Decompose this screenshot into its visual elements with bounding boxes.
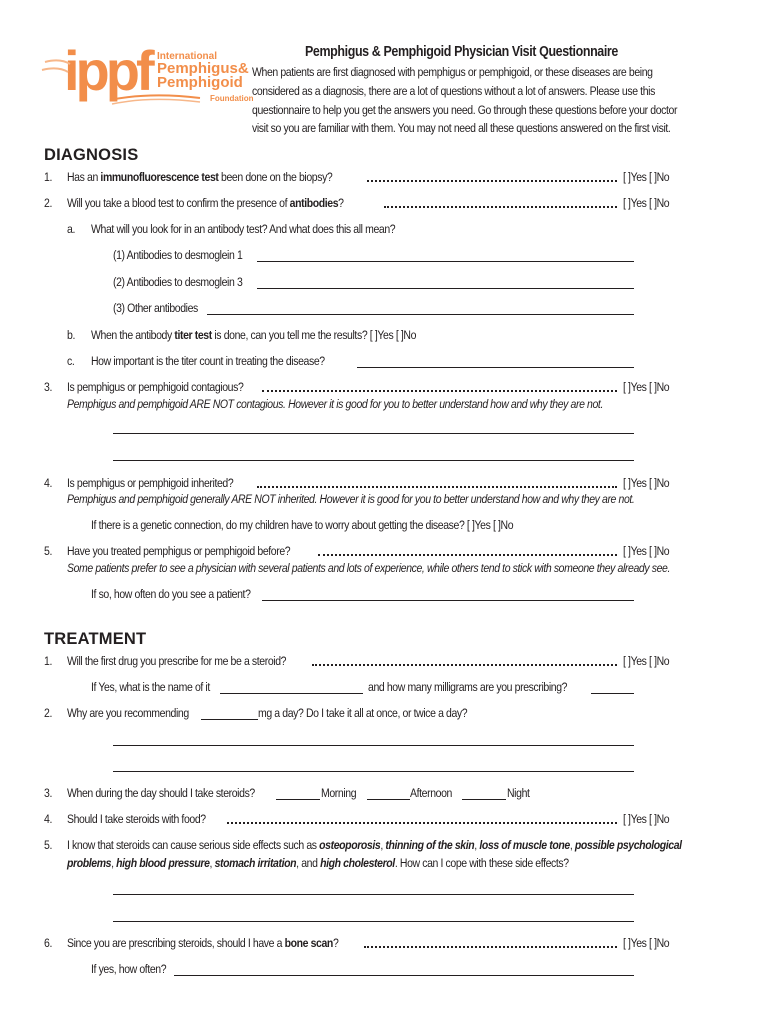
diag-q3: Is pemphigus or pemphigoid contagious? xyxy=(67,380,244,394)
treat-q3-night: Night xyxy=(507,786,530,800)
answer-line[interactable] xyxy=(201,719,258,720)
intro-line-3: questionnaire to help you get the answers you need. Go through these questions before your doctor xyxy=(252,103,678,117)
answer-line[interactable] xyxy=(113,745,634,746)
logo-pemphigus: Pemphigus& xyxy=(157,60,249,77)
answer-line[interactable] xyxy=(257,261,634,262)
treat-q3-morning: Morning xyxy=(321,786,357,800)
diag-q1: Has an immunofluorescence test been done on the biopsy? xyxy=(67,170,333,184)
intro-line-4: visit so you are familiar with them. You may not need all these questions answered on the first visit. xyxy=(252,121,671,135)
section-heading-diagnosis: DIAGNOSIS xyxy=(44,146,139,164)
logo-pemphigoid: Pemphigoid xyxy=(157,74,243,91)
diag-q2a-letter: a. xyxy=(67,222,75,236)
diag-q1-yesno[interactable]: [ ]Yes [ ]No xyxy=(623,170,670,184)
treat-q5-num: 5. xyxy=(44,838,52,852)
ippf-logo xyxy=(40,40,255,110)
treat-q1-yesno[interactable]: [ ]Yes [ ]No xyxy=(623,654,670,668)
diag-q5-num: 5. xyxy=(44,544,52,558)
treat-q1-follow-a: If Yes, what is the name of it xyxy=(91,680,210,694)
answer-line[interactable] xyxy=(462,799,506,800)
diag-q3-num: 3. xyxy=(44,380,52,394)
diag-q5-follow: If so, how often do you see a patient? xyxy=(91,587,251,601)
logo-mark: ippf xyxy=(64,40,151,102)
dot-leader xyxy=(367,180,617,182)
treat-q4: Should I take steroids with food? xyxy=(67,812,206,826)
treat-q6-yesno[interactable]: [ ]Yes [ ]No xyxy=(623,936,670,950)
answer-line[interactable] xyxy=(207,314,634,315)
diag-q4-note: Pemphigus and pemphigoid generally ARE NOT inherited. However it is good for you to better understand how and why they are not. xyxy=(67,492,635,506)
treat-q5-line2: problems, high blood pressure, stomach irritation, and high cholesterol. How can I cope with these side effects? xyxy=(67,856,569,870)
answer-line[interactable] xyxy=(113,771,634,772)
dot-leader xyxy=(318,554,617,556)
treat-q1-follow-b: and how many milligrams are you prescribing? xyxy=(368,680,568,694)
diag-q4-follow: If there is a genetic connection, do my children have to worry about getting the disease? [ ]Yes [ ]No xyxy=(91,518,514,532)
diag-q5-note: Some patients prefer to see a physician with several patients and lots of experience, while others tend to stick with someone they already see. xyxy=(67,561,671,575)
answer-line[interactable] xyxy=(257,288,634,289)
dot-leader xyxy=(384,206,617,208)
treat-q3-afternoon: Afternoon xyxy=(410,786,452,800)
intro-line-2: considered as a diagnosis, there are a lot of questions without a lot of answers. Please use this xyxy=(252,84,655,98)
antibody-item-3: (3) Other antibodies xyxy=(113,301,198,315)
diag-q2c: How important is the titer count in treating the disease? xyxy=(91,354,325,368)
diag-q1-num: 1. xyxy=(44,170,52,184)
diag-q2b-letter: b. xyxy=(67,328,75,342)
answer-line[interactable] xyxy=(113,433,634,434)
diag-q2c-letter: c. xyxy=(67,354,75,368)
dot-leader xyxy=(257,486,617,488)
dot-leader xyxy=(227,822,617,824)
answer-line[interactable] xyxy=(357,367,634,368)
answer-line[interactable] xyxy=(113,921,634,922)
dot-leader xyxy=(364,946,617,948)
diag-q2-yesno[interactable]: [ ]Yes [ ]No xyxy=(623,196,670,210)
antibody-item-1: (1) Antibodies to desmoglein 1 xyxy=(113,248,243,262)
answer-line[interactable] xyxy=(113,460,634,461)
diag-q2: Will you take a blood test to confirm the presence of antibodies? xyxy=(67,196,344,210)
diag-q5: Have you treated pemphigus or pemphigoid before? xyxy=(67,544,291,558)
diag-q4-yesno[interactable]: [ ]Yes [ ]No xyxy=(623,476,670,490)
dot-leader xyxy=(312,664,617,666)
diag-q2a: What will you look for in an antibody test? And what does this all mean? xyxy=(91,222,396,236)
diag-q5-yesno[interactable]: [ ]Yes [ ]No xyxy=(623,544,670,558)
treat-q2-num: 2. xyxy=(44,706,52,720)
treat-q3-num: 3. xyxy=(44,786,52,800)
answer-line[interactable] xyxy=(220,693,363,694)
intro-line-1: When patients are first diagnosed with pemphigus or pemphigoid, or these diseases are being xyxy=(252,65,653,79)
treat-q2-b: mg a day? Do I take it all at once, or twice a day? xyxy=(258,706,468,720)
logo-foundation: Foundation xyxy=(210,94,254,103)
treat-q6-num: 6. xyxy=(44,936,52,950)
logo-international: International xyxy=(157,51,218,62)
antibody-item-2: (2) Antibodies to desmoglein 3 xyxy=(113,275,243,289)
answer-line[interactable] xyxy=(591,693,634,694)
treat-q2-a: Why are you recommending xyxy=(67,706,189,720)
treat-q1: Will the first drug you prescribe for me be a steroid? xyxy=(67,654,287,668)
treat-q6: Since you are prescribing steroids, should I have a bone scan? xyxy=(67,936,339,950)
diag-q2-num: 2. xyxy=(44,196,52,210)
diag-q3-yesno[interactable]: [ ]Yes [ ]No xyxy=(623,380,670,394)
treat-q6-follow: If yes, how often? xyxy=(91,962,167,976)
diag-q3-note: Pemphigus and pemphigoid ARE NOT contagious. However it is good for you to better understand how and why they are not. xyxy=(67,397,603,411)
answer-line[interactable] xyxy=(174,975,634,976)
answer-line[interactable] xyxy=(113,894,634,895)
treat-q1-num: 1. xyxy=(44,654,52,668)
treat-q4-num: 4. xyxy=(44,812,52,826)
diag-q4: Is pemphigus or pemphigoid inherited? xyxy=(67,476,234,490)
answer-line[interactable] xyxy=(276,799,320,800)
section-heading-treatment: TREATMENT xyxy=(44,630,147,648)
answer-line[interactable] xyxy=(262,600,634,601)
page-title: Pemphigus & Pemphigoid Physician Visit Questionnaire xyxy=(305,44,618,60)
treat-q4-yesno[interactable]: [ ]Yes [ ]No xyxy=(623,812,670,826)
diag-q4-num: 4. xyxy=(44,476,52,490)
dot-leader xyxy=(262,390,617,392)
answer-line[interactable] xyxy=(367,799,410,800)
treat-q3: When during the day should I take steroids? xyxy=(67,786,255,800)
diag-q2b: When the antibody titer test is done, can you tell me the results? [ ]Yes [ ]No xyxy=(91,328,417,342)
treat-q5-line1: I know that steroids can cause serious side effects such as osteoporosis, thinning of the skin, loss of muscle tone, possible psychological xyxy=(67,838,682,852)
